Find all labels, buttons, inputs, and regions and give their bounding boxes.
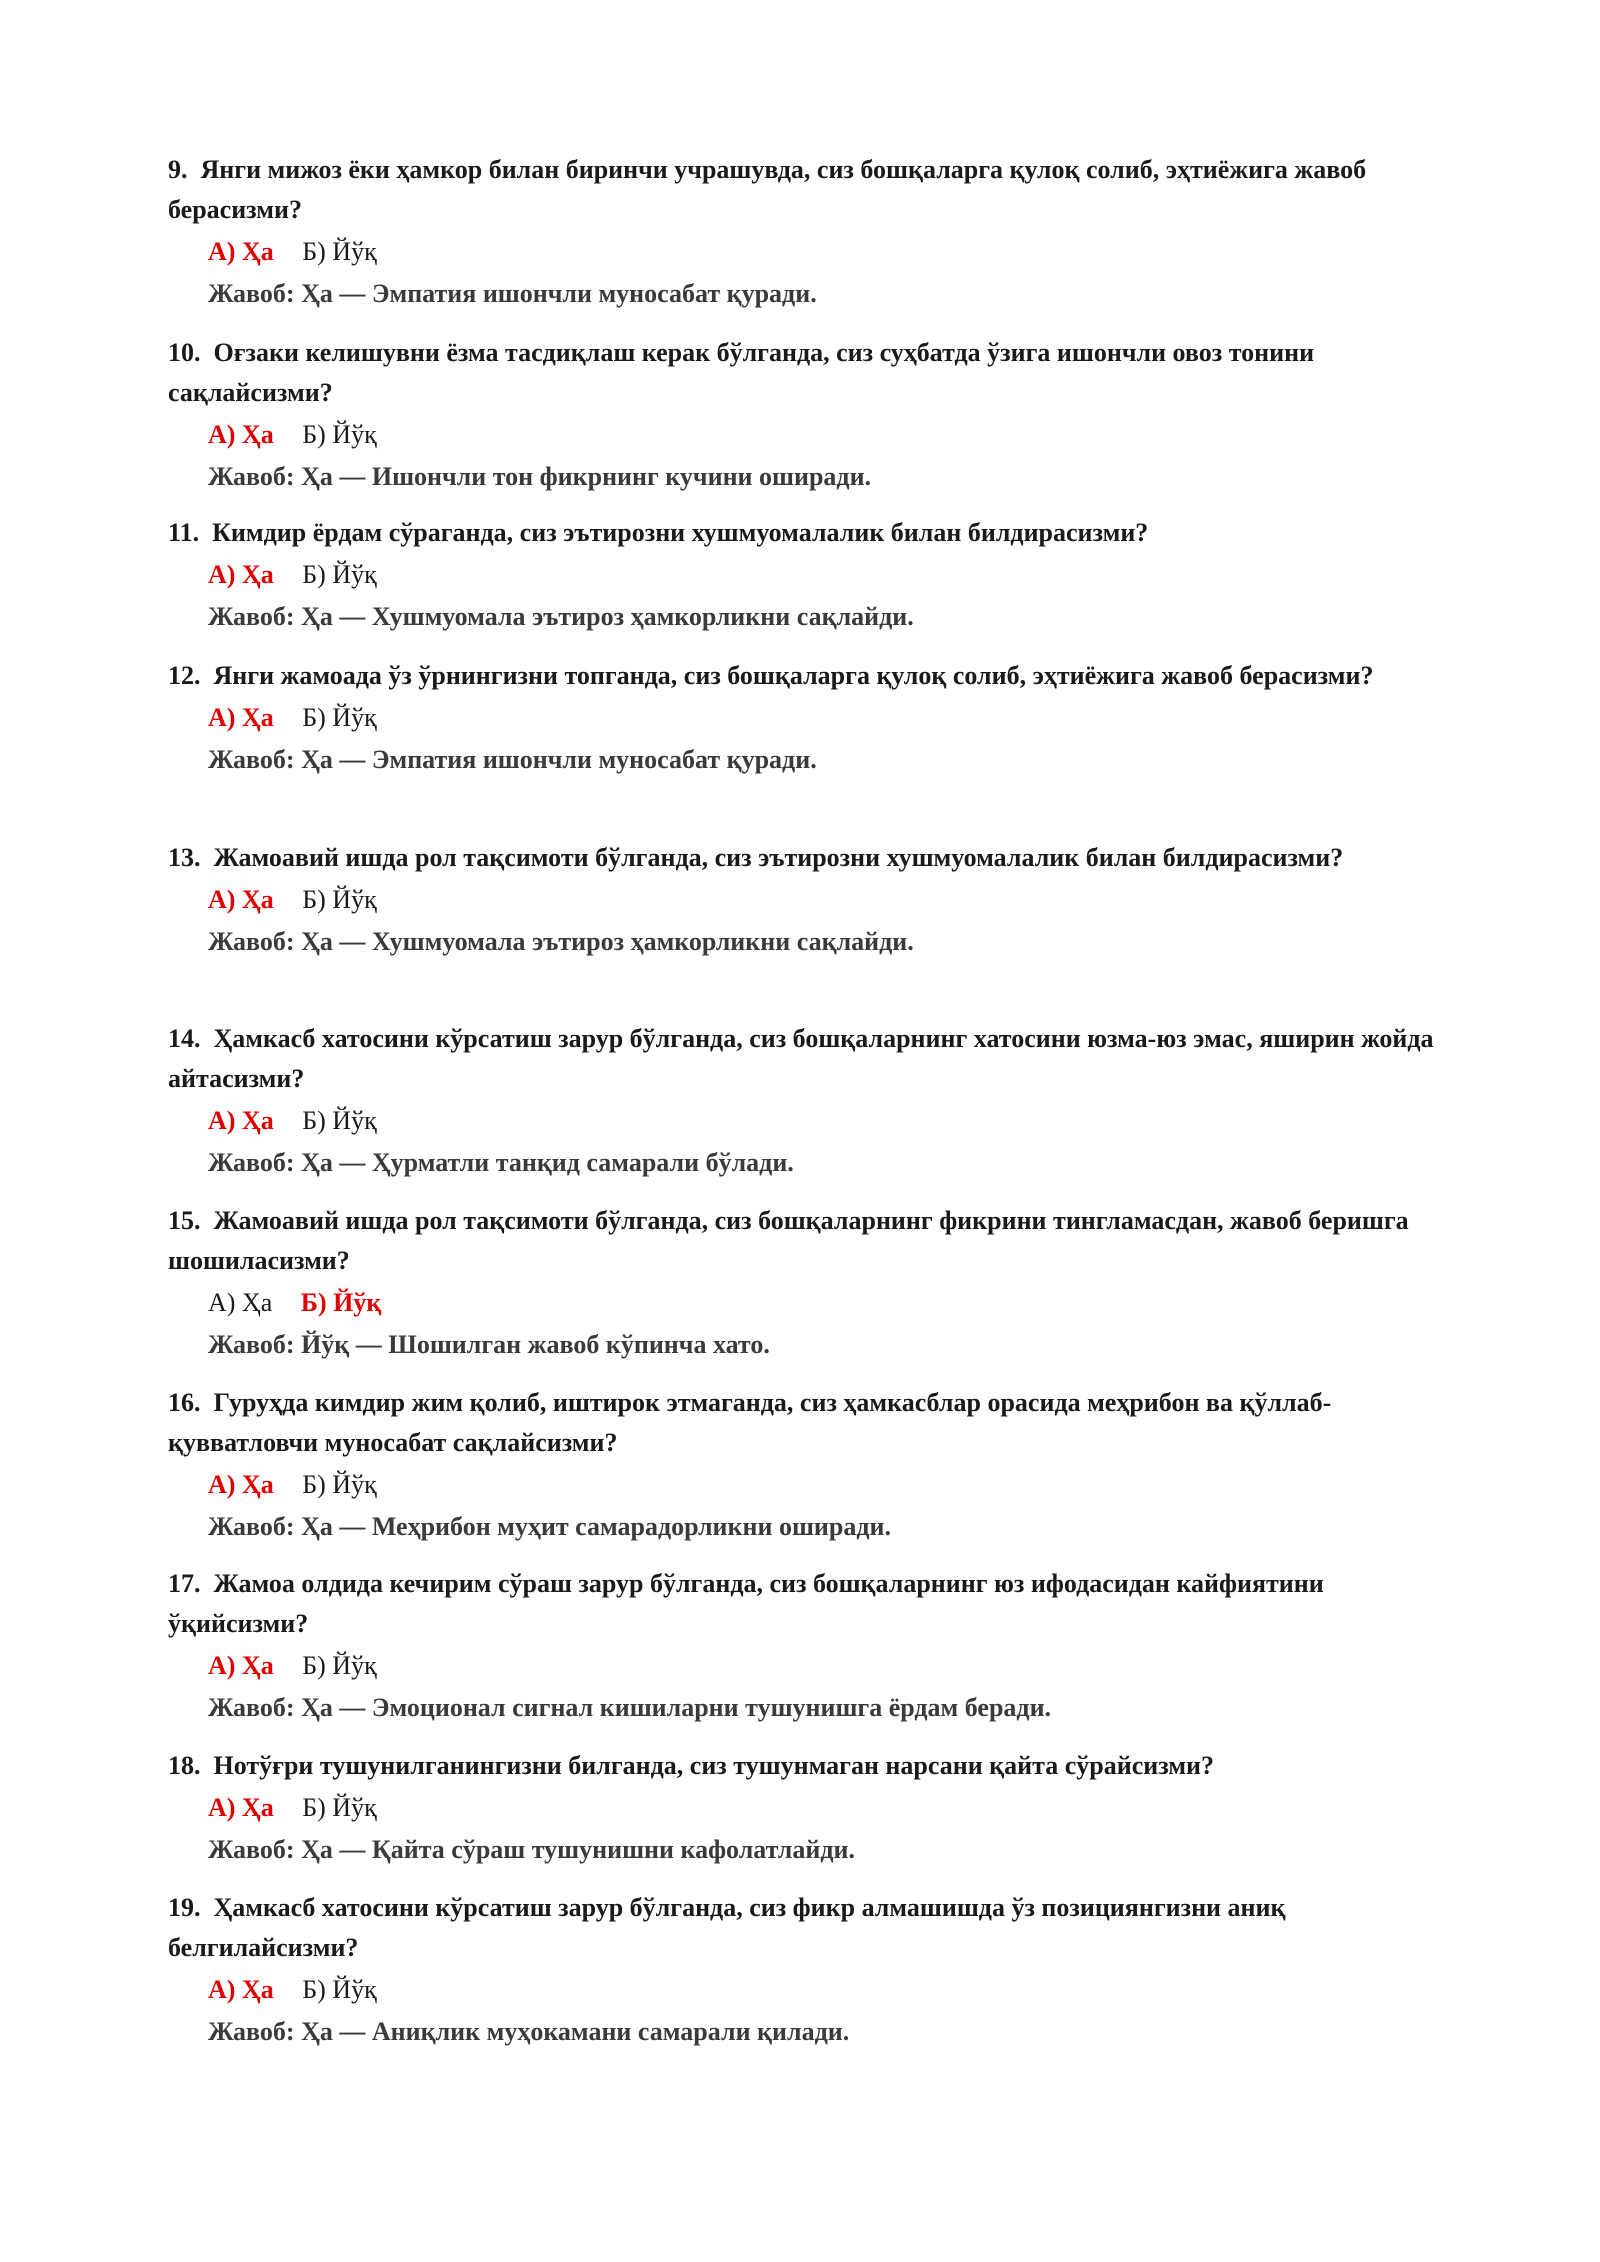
question-label: Жамоавий ишда рол тақсимоти бўлганда, сиз эътирозни хушмуомалалик билан билдирасизми? <box>213 843 1344 872</box>
option-a[interactable]: А) Ҳа <box>208 703 274 732</box>
question-number: 16. <box>168 1388 201 1417</box>
option-b[interactable]: Б) Йўқ <box>302 1793 377 1822</box>
question-19 <box>168 1888 1438 2052</box>
question-11 <box>168 513 1438 637</box>
question-number: 11. <box>168 518 200 547</box>
option-b[interactable]: Б) Йўқ <box>300 1288 382 1317</box>
option-b[interactable]: Б) Йўқ <box>302 1470 377 1499</box>
options <box>208 1465 1438 1505</box>
question-number: 10. <box>168 338 201 367</box>
options <box>208 880 1438 920</box>
question-text <box>168 150 1438 230</box>
answer-text: Жавоб: Ҳа — Ишончли тон фикрнинг кучини оширади. <box>208 462 872 491</box>
question-label: Жамоавий ишда рол тақсимоти бўлганда, сиз бошқаларнинг фикрини тингламасдан, жавоб беришга шошиласизми? <box>168 1206 1409 1275</box>
question-number: 17. <box>168 1569 201 1598</box>
question-label: Оғзаки келишувни ёзма тасдиқлаш керак бўлганда, сиз суҳбатда ўзига ишончли овоз тонини сақлайсизми? <box>168 338 1315 407</box>
question-label: Жамоа олдида кечирим сўраш зарур бўлганда, сиз бошқаларнинг юз ифодасидан кайфиятини ўқийсизми? <box>168 1569 1324 1638</box>
question-label: Нотўғри тушунилганингизни билганда, сиз тушунмаган нарсани қайта сўрайсизми? <box>213 1751 1215 1780</box>
question-text <box>168 1746 1438 1786</box>
answer-text: Жавоб: Ҳа — Эмоционал сигнал кишиларни тушунишга ёрдам беради. <box>208 1693 1052 1722</box>
question-label: Ҳамкасб хатосини кўрсатиш зарур бўлганда, сиз бошқаларнинг хатосини юзма-юз эмас, яширин жойда айтасизми? <box>168 1024 1434 1093</box>
option-b[interactable]: Б) Йўқ <box>302 560 377 589</box>
question-label: Гуруҳда кимдир жим қолиб, иштирок этмаганда, сиз ҳамкасблар орасида меҳрибон ва қўллаб-қувватловчи муносабат сақлайсизми? <box>168 1388 1332 1457</box>
option-a[interactable]: А) Ҳа <box>208 1793 274 1822</box>
question-9 <box>168 150 1438 314</box>
question-text <box>168 1564 1438 1644</box>
question-text <box>168 1201 1438 1281</box>
question-text <box>168 656 1438 696</box>
answer-text: Жавоб: Ҳа — Меҳрибон муҳит самарадорликни оширади. <box>208 1512 891 1541</box>
question-label: Янги жамоада ўз ўрнингизни топганда, сиз бошқаларга қулоқ солиб, эҳтиёжига жавоб берасизми? <box>213 661 1374 690</box>
option-a[interactable]: А) Ҳа <box>208 1975 274 2004</box>
options <box>208 555 1438 595</box>
question-number: 12. <box>168 661 201 690</box>
question-text <box>168 513 1438 553</box>
question-number: 14. <box>168 1024 201 1053</box>
option-a[interactable]: А) Ҳа <box>208 560 274 589</box>
question-label: Янги мижоз ёки ҳамкор билан биринчи учрашувда, сиз бошқаларга қулоқ солиб, эҳтиёжига жавоб берасизми? <box>168 155 1367 224</box>
option-b[interactable]: Б) Йўқ <box>302 1106 377 1135</box>
question-16 <box>168 1383 1438 1547</box>
options <box>208 232 1438 272</box>
option-a[interactable]: А) Ҳа <box>208 1288 273 1317</box>
question-15 <box>168 1201 1438 1365</box>
options <box>208 1970 1438 2010</box>
question-number: 18. <box>168 1751 201 1780</box>
options <box>208 1788 1438 1828</box>
question-12 <box>168 656 1438 780</box>
option-a[interactable]: А) Ҳа <box>208 420 274 449</box>
question-17 <box>168 1564 1438 1728</box>
question-number: 13. <box>168 843 201 872</box>
answer-text: Жавоб: Ҳа — Қайта сўраш тушунишни кафолатлайди. <box>208 1835 855 1864</box>
option-b[interactable]: Б) Йўқ <box>302 885 377 914</box>
option-b[interactable]: Б) Йўқ <box>302 703 377 732</box>
question-label: Кимдир ёрдам сўраганда, сиз эътирозни хушмуомалалик билан билдирасизми? <box>212 518 1149 547</box>
option-b[interactable]: Б) Йўқ <box>302 1975 377 2004</box>
answer-text: Жавоб: Ҳа — Аниқлик муҳокамани самарали қилади. <box>208 2017 850 2046</box>
option-b[interactable]: Б) Йўқ <box>302 1651 377 1680</box>
question-text <box>168 1019 1438 1099</box>
question-text <box>168 838 1438 878</box>
options <box>208 698 1438 738</box>
options <box>208 1283 1438 1323</box>
question-text <box>168 333 1438 413</box>
answer-text: Жавоб: Ҳа — Хушмуомала эътироз ҳамкорликни сақлайди. <box>208 927 914 956</box>
question-text <box>168 1888 1438 1968</box>
answer-text: Жавоб: Ҳа — Эмпатия ишончли муносабат қуради. <box>208 745 817 774</box>
question-label: Ҳамкасб хатосини кўрсатиш зарур бўлганда, сиз фикр алмашишда ўз позициянгизни аниқ белгилайсизми? <box>168 1893 1286 1962</box>
option-a[interactable]: А) Ҳа <box>208 1470 274 1499</box>
options <box>208 1101 1438 1141</box>
options <box>208 415 1438 455</box>
option-a[interactable]: А) Ҳа <box>208 237 274 266</box>
answer-text: Жавоб: Ҳа — Хушмуомала эътироз ҳамкорликни сақлайди. <box>208 602 914 631</box>
answer-text: Жавоб: Йўқ — Шошилган жавоб кўпинча хато. <box>208 1330 770 1359</box>
question-number: 19. <box>168 1893 201 1922</box>
question-13 <box>168 838 1438 962</box>
question-10 <box>168 333 1438 497</box>
question-18 <box>168 1746 1438 1870</box>
option-b[interactable]: Б) Йўқ <box>302 420 377 449</box>
option-b[interactable]: Б) Йўқ <box>302 237 377 266</box>
question-number: 9. <box>168 155 188 184</box>
question-text <box>168 1383 1438 1463</box>
option-a[interactable]: А) Ҳа <box>208 1651 274 1680</box>
answer-text: Жавоб: Ҳа — Ҳурматли танқид самарали бўлади. <box>208 1148 794 1177</box>
answer-text: Жавоб: Ҳа — Эмпатия ишончли муносабат қуради. <box>208 279 817 308</box>
question-14 <box>168 1019 1438 1183</box>
options <box>208 1646 1438 1686</box>
option-a[interactable]: А) Ҳа <box>208 1106 274 1135</box>
question-number: 15. <box>168 1206 201 1235</box>
option-a[interactable]: А) Ҳа <box>208 885 274 914</box>
